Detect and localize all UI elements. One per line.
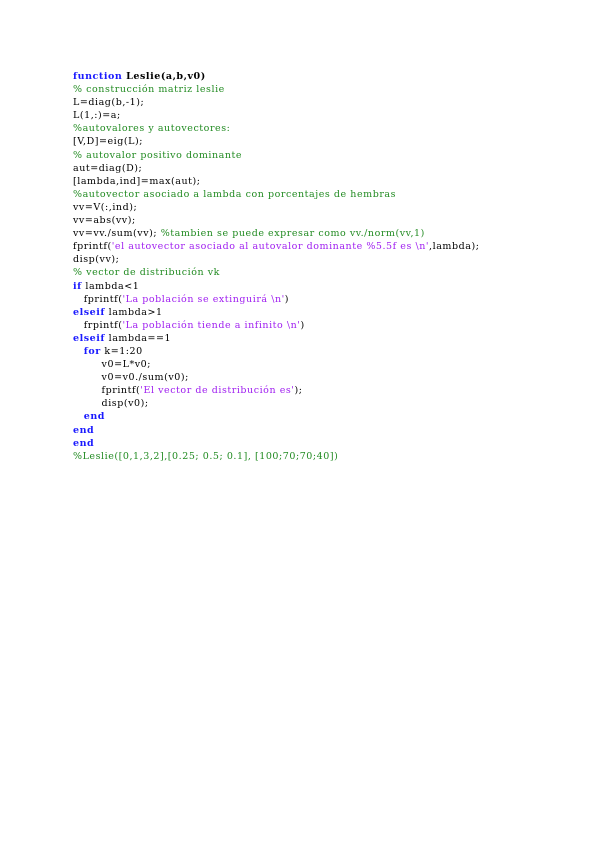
code-text: aut=diag(D); [73, 162, 143, 174]
code-keyword: function [73, 71, 123, 82]
code-text: lambda<1 [81, 280, 140, 292]
code-line [73, 306, 479, 319]
code-keyword: elseif [73, 306, 106, 318]
code-line [73, 280, 479, 293]
code-text [73, 346, 84, 357]
code-text: disp(v0); [73, 398, 149, 410]
code-keyword: end [73, 424, 95, 436]
code-line [73, 319, 479, 332]
code-text: [lambda,ind]=max(aut); [73, 175, 201, 187]
code-text: L=diag(b,-1); [73, 97, 145, 109]
code-line [73, 109, 479, 122]
code-text: v0=L*v0; [73, 359, 151, 371]
code-line [73, 345, 479, 358]
code-line [73, 149, 479, 162]
code-line [73, 332, 479, 345]
code-line [73, 214, 479, 227]
code-line [73, 96, 479, 109]
code-line [73, 70, 479, 83]
code-string: 'El vector de distribución es' [140, 385, 295, 397]
code-text: v0=v0./sum(v0); [73, 372, 189, 384]
code-comment: %Leslie([0,1,3,2],[0.25; 0.5; 0.1], [100;70;70;40]) [73, 450, 339, 462]
code-text: ) [284, 293, 290, 305]
code-comment: % autovalor positivo dominante [73, 149, 243, 161]
code-text: lambda==1 [105, 332, 172, 344]
code-text: k=1:20 [100, 345, 143, 357]
code-line [73, 122, 479, 135]
code-comment: %autovector asociado a lambda con porcentajes de hembras [73, 188, 397, 200]
code-line [73, 175, 479, 188]
code-line [73, 358, 479, 371]
code-comment: % vector de distribución vk [73, 267, 220, 279]
code-keyword: end [83, 411, 105, 423]
code-line [73, 266, 479, 279]
code-listing [73, 70, 479, 463]
code-line [73, 201, 479, 214]
code-keyword: if [73, 280, 82, 292]
code-text: vv=vv./sum(vv); [73, 228, 161, 240]
code-comment: % construcción matriz leslie [73, 84, 225, 96]
code-string: 'La población se extinguirá \n' [122, 293, 285, 305]
code-line [73, 188, 479, 201]
code-line [73, 437, 479, 450]
code-text: Leslie(a,b,v0) [122, 71, 206, 82]
code-text: L(1,:)=a; [73, 110, 121, 122]
code-text: ,lambda); [429, 241, 480, 253]
code-text: [V,D]=eig(L); [73, 136, 144, 148]
code-line [73, 424, 479, 437]
code-line [73, 162, 479, 175]
code-line [73, 397, 479, 410]
code-line [73, 293, 479, 306]
code-string: 'el autovector asociado al autovalor dominante %5.5f es \n' [111, 241, 430, 253]
code-keyword: for [83, 345, 101, 357]
code-line [73, 450, 479, 463]
code-keyword: end [73, 437, 95, 449]
code-text: ) [300, 319, 305, 331]
code-line [73, 135, 479, 148]
code-line [73, 384, 479, 397]
code-text: disp(vv); [73, 254, 120, 266]
code-text: lambda>1 [105, 306, 163, 318]
code-text: ); [294, 385, 303, 397]
code-text: frpintf( [73, 319, 123, 331]
code-line [73, 83, 479, 96]
code-comment: %autovalores y autovectores: [73, 123, 231, 135]
code-line [73, 240, 479, 253]
code-text: fprintf( [73, 293, 123, 305]
code-text: fprintf( [73, 241, 112, 253]
code-text [73, 411, 84, 422]
code-line [73, 227, 479, 240]
code-line [73, 410, 479, 423]
code-text: vv=V(:,ind); [73, 201, 138, 213]
code-string: 'La población tiende a infinito \n' [122, 319, 301, 331]
code-line [73, 371, 479, 384]
code-keyword: elseif [73, 332, 106, 344]
code-text: fprintf( [73, 385, 141, 397]
code-line [73, 253, 479, 266]
code-comment: %tambien se puede expresar como vv./norm(vv,1) [160, 228, 425, 240]
code-text: vv=abs(vv); [73, 215, 136, 227]
